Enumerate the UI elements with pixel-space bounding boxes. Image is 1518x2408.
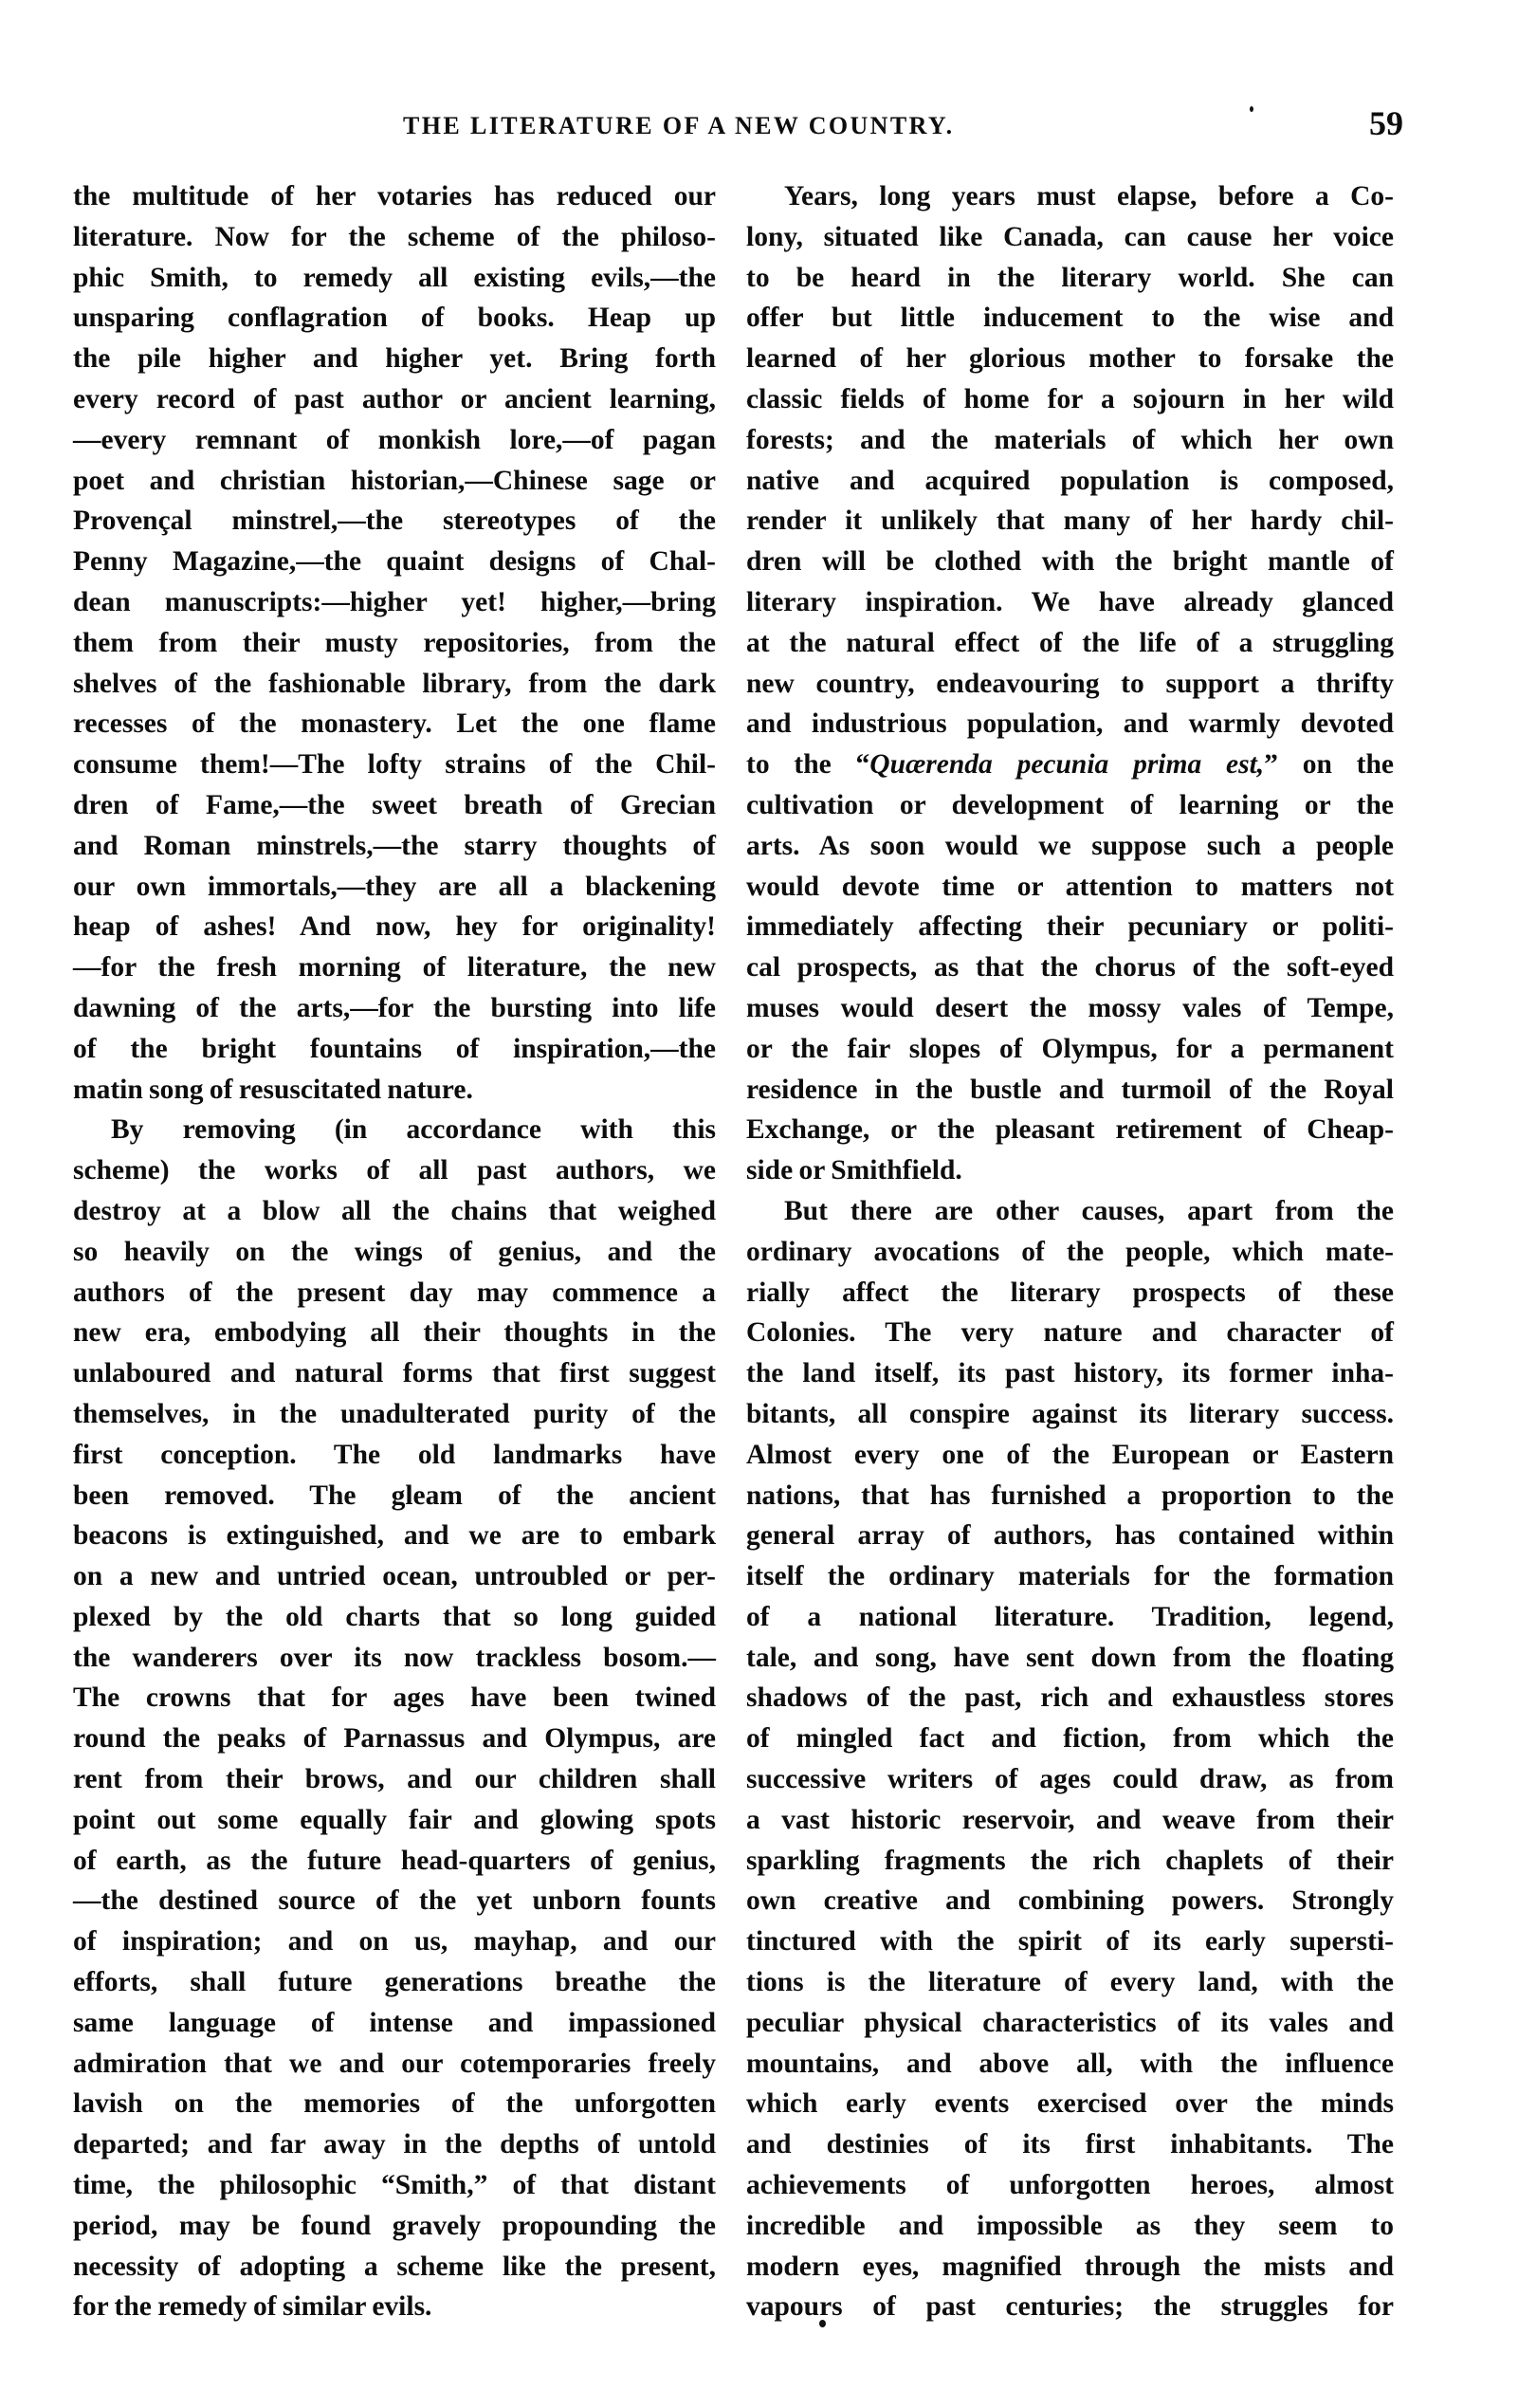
text-line: dren will be clothed with the bright mantle of [746,546,1394,578]
text-line: so heavily on the wings of genius, and the [73,1236,716,1267]
text-line: tale, and song, have sent down from the floating [746,1642,1394,1673]
text-line: modern eyes, magnified through the mists and [746,2251,1394,2282]
text-line: rent from their brows, and our children shall [73,1764,716,1795]
text-line: classic fields of home for a sojourn in her wild [746,383,1394,414]
text-line: efforts, shall future generations breathe the [73,1967,716,1998]
text-line: shadows of the past, rich and exhaustless stores [746,1682,1394,1714]
text-line: heap of ashes! And now, hey for originality! [73,911,716,943]
text-line: —for the fresh morning of literature, the new [73,952,716,983]
text-line: ordinary avocations of the people, which mate- [746,1236,1394,1267]
text-line: a vast historic reservoir, and weave from their [746,1804,1394,1835]
text-line: cal prospects, as that the chorus of the soft-eyed [746,952,1394,983]
text-line: the multitude of her votaries has reduced our [73,181,716,211]
text-line: offer but little inducement to the wise and [746,303,1394,334]
right-text-column [746,176,1394,2327]
text-line: new era, embodying all their thoughts in the [73,1317,716,1349]
text-line: render it unlikely that many of her hardy chil- [746,505,1394,537]
text-line: admiration that we and our cotemporaries freely [73,2048,716,2079]
text-line: consume them!—The lofty strains of the Chil- [73,749,716,781]
text-line: beacons is extinguished, and we are to embark [73,1520,716,1552]
print-speck-mark [1250,106,1253,112]
text-line: which early events exercised over the minds [746,2088,1394,2120]
text-line: of inspiration; and on us, mayhap, and our [73,1926,716,1958]
text-line: for the remedy of similar evils. [73,2291,432,2323]
text-line: of a national literature. Tradition, legend, [746,1601,1394,1632]
text-line: sparkling fragments the rich chaplets of their [746,1845,1394,1876]
text-line: the wanderers over its now trackless bosom.— [73,1642,716,1673]
text-line: on a new and untried ocean, untroubled or per- [73,1561,716,1592]
text-line: dawning of the arts,—for the bursting into life [73,992,716,1023]
text-line: first conception. The old landmarks have [73,1439,716,1470]
text-line: recesses of the monastery. Let the one flame [73,708,716,740]
text-line: vapours of past centuries; the struggles for [746,2291,1394,2323]
text-line: literary inspiration. We have already glanced [746,586,1394,617]
text-line: same language of intense and impassioned [73,2007,716,2038]
text-line: Years, long years must elapse, before a Co- [784,181,1394,211]
text-line: of the bright fountains of inspiration,—the [73,1033,716,1064]
text-line: cultivation or development of learning or the [746,789,1394,820]
text-line: —every remnant of monkish lore,—of pagan [73,424,716,455]
text-line: general array of authors, has contained within [746,1520,1394,1552]
text-line [746,744,1394,785]
text-line: Provençal minstrel,—the stereotypes of the [73,505,716,537]
text-line: successive writers of ages could draw, as from [746,1764,1394,1795]
text-line: been removed. The gleam of the ancient [73,1480,716,1511]
text-line: at the natural effect of the life of a struggling [746,627,1394,658]
text-line: residence in the bustle and turmoil of the Royal [746,1074,1394,1105]
text-line: bitants, all conspire against its literary success. [746,1398,1394,1429]
text-line: destroy at a blow all the chains that weighed [73,1195,716,1226]
text-line: round the peaks of Parnassus and Olympus, are [73,1723,716,1755]
text-line: Exchange, or the pleasant retirement of Cheap- [746,1114,1394,1146]
text-line: The crowns that for ages have been twined [73,1682,716,1714]
text-line: tinctured with the spirit of its early supersti- [746,1926,1394,1958]
text-line: Colonies. The very nature and character of [746,1317,1394,1349]
text-line: But there are other causes, apart from the [784,1195,1394,1226]
running-title: THE LITERATURE OF A NEW COUNTRY. [403,112,955,139]
text-line: native and acquired population is composed, [746,465,1394,496]
text-span: to the “ [746,749,870,781]
text-line: the pile higher and higher yet. Bring forth [73,343,716,375]
text-line: itself the ordinary materials for the formation [746,1561,1394,1592]
text-line: literature. Now for the scheme of the philoso- [73,221,716,252]
text-line: unlaboured and natural forms that first suggest [73,1358,716,1389]
text-line: point out some equally fair and glowing spots [73,1804,716,1835]
text-line: immediately affecting their pecuniary or politi- [746,911,1394,943]
text-line: —the destined source of the yet unborn founts [73,1885,716,1917]
text-line: of earth, as the future head-quarters of genius, [73,1845,716,1876]
text-line: lavish on the memories of the unforgotten [73,2088,716,2120]
text-line: dren of Fame,—the sweet breath of Grecian [73,789,716,820]
text-line: necessity of adopting a scheme like the present, [73,2251,716,2282]
text-line: unsparing conflagration of books. Heap up [73,303,716,334]
text-line: lony, situated like Canada, can cause her voice [746,221,1394,252]
text-line: authors of the present day may commence a [73,1277,716,1308]
text-line: poet and christian historian,—Chinese sage or [73,465,716,496]
text-line: Penny Magazine,—the quaint designs of Chal- [73,546,716,578]
page-number: 59 [1369,104,1403,142]
text-line: the land itself, its past history, its former inha- [746,1358,1394,1389]
left-text-column [73,176,716,2327]
text-line: of mingled fact and fiction, from which the [746,1723,1394,1755]
text-line: to be heard in the literary world. She can [746,262,1394,293]
text-line: incredible and impossible as they seem to [746,2210,1394,2241]
text-line: departed; and far away in the depths of untold [73,2129,716,2160]
text-line: By removing (in accordance with this [111,1114,716,1146]
text-line: Almost every one of the European or Eastern [746,1439,1394,1470]
text-line: them from their musty repositories, from the [73,627,716,658]
text-line: rially affect the literary prospects of these [746,1277,1394,1308]
text-line: every record of past author or ancient learning, [73,383,716,414]
text-line: muses would desert the mossy vales of Tempe, [746,992,1394,1023]
text-line: and industrious population, and warmly devoted [746,708,1394,740]
text-line: matin song of resuscitated nature. [73,1074,473,1105]
text-line: learned of her glorious mother to forsake the [746,343,1394,375]
text-span: ” on the [1264,749,1394,781]
latin-quotation: Quærenda pecunia prima est, [869,749,1265,781]
text-line: and Roman minstrels,—the starry thoughts of [73,830,716,861]
text-line: tions is the literature of every land, with the [746,1967,1394,1998]
text-line: or the fair slopes of Olympus, for a permanent [746,1033,1394,1064]
text-line: themselves, in the unadulterated purity of the [73,1398,716,1429]
text-line: dean manuscripts:—higher yet! higher,—bring [73,586,716,617]
text-line: our own immortals,—they are all a blackening [73,871,716,902]
text-line: achievements of unforgotten heroes, almost [746,2170,1394,2201]
text-line: and destinies of its first inhabitants. The [746,2129,1394,2160]
text-line: plexed by the old charts that so long guided [73,1601,716,1632]
text-line: would devote time or attention to matters not [746,871,1394,902]
text-line: new country, endeavouring to support a thrifty [746,668,1394,699]
text-line: scheme) the works of all past authors, we [73,1155,716,1186]
text-line: phic Smith, to remedy all existing evils,—the [73,262,716,293]
text-line: peculiar physical characteristics of its vales and [746,2007,1394,2038]
text-line: forests; and the materials of which her own [746,424,1394,455]
text-line: nations, that has furnished a proportion to the [746,1480,1394,1511]
text-line: arts. As soon would we suppose such a people [746,830,1394,861]
text-line: time, the philosophic “Smith,” of that distant [73,2170,716,2201]
text-line: side or Smithfield. [746,1155,962,1186]
text-line: own creative and combining powers. Strongly [746,1885,1394,1917]
text-line: mountains, and above all, with the influence [746,2048,1394,2079]
text-line: period, may be found gravely propounding the [73,2210,716,2241]
text-line: shelves of the fashionable library, from the dark [73,668,716,699]
